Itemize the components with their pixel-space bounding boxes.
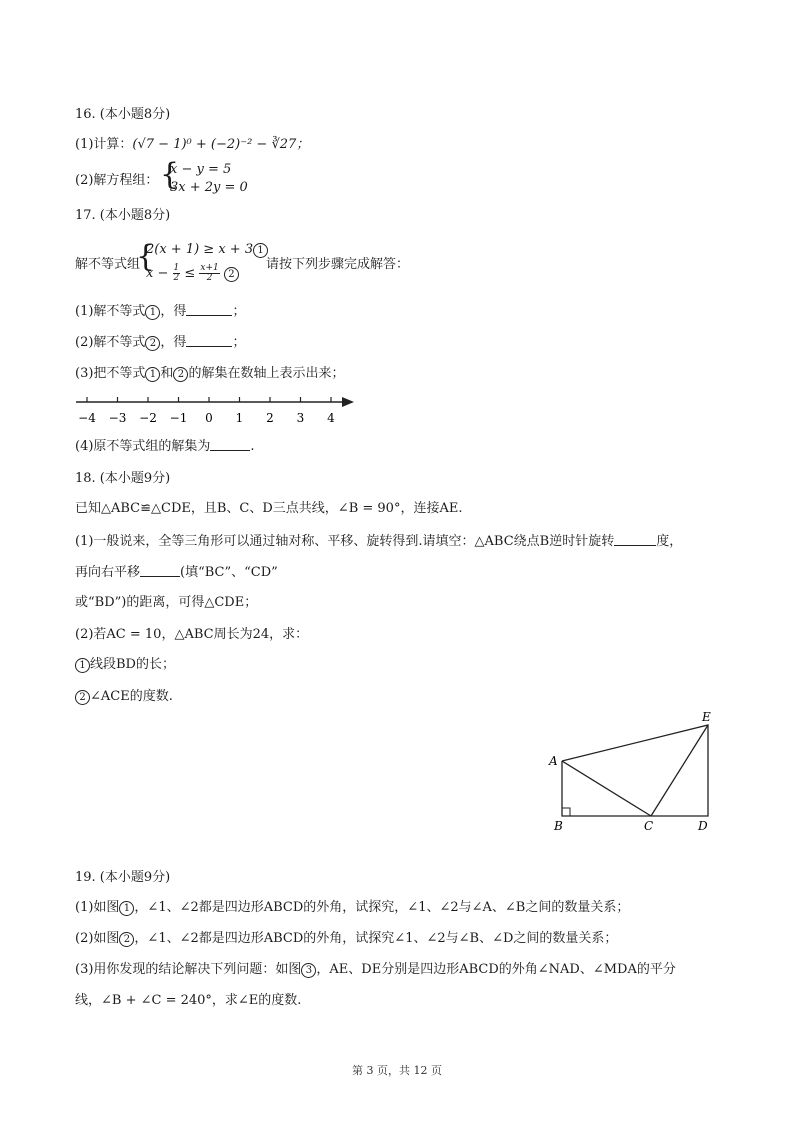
q18-part1-text-d: (填“BC”、“CD” — [180, 565, 278, 580]
q16-part1-label: (1)计算： — [75, 137, 133, 152]
answer-blank[interactable] — [186, 333, 232, 347]
segment-ce — [651, 725, 708, 816]
axis-tick-label: −3 — [108, 411, 127, 425]
q18-part1-text-c: 再向右平移 — [75, 565, 141, 580]
circled-1: 1 — [253, 243, 268, 258]
frac-num: x+1 — [200, 263, 219, 273]
q16-part1 — [75, 136, 309, 154]
axis-tick-label: −1 — [169, 411, 188, 425]
axis-tick-label: 0 — [205, 411, 213, 425]
q17-intro-suffix: 请按下列步骤完成解答： — [266, 257, 410, 272]
right-angle-mark — [562, 808, 570, 816]
axis-tick-label: 4 — [327, 411, 335, 425]
q18-given: 已知△ABC≌△CDE，且B、C、D三点共线，∠B = 90°，连接AE. — [75, 501, 463, 516]
q19-part2-text: (2)如图 — [75, 931, 120, 946]
circled-2: 2 — [173, 367, 188, 382]
q19-part3-text-b: ，AE、DE分别是四边形ABCD的外角∠NAD、∠MDA的平分 — [316, 962, 676, 977]
q17-ineq1 — [146, 242, 268, 258]
step1-text: (1)解不等式 — [75, 304, 146, 319]
label-c: C — [644, 819, 654, 833]
axis-tick-label: −2 — [139, 411, 157, 425]
answer-blank[interactable] — [186, 302, 232, 316]
step2-text: (2)解不等式 — [75, 335, 146, 350]
q16-part1-expr: (√7 − 1)⁰ + (−2)⁻² − ∛27； — [132, 137, 310, 152]
fraction-x-plus-1-over-2 — [199, 264, 219, 283]
step4-text: (4)原不等式组的解集为 — [75, 439, 211, 454]
q19-part2-text-b: ，∠1、∠2都是四边形ABCD的外角，试探究∠1、∠2与∠B、∠D之间的数量关系； — [134, 931, 618, 946]
frac-den: 2 — [206, 273, 213, 283]
q18-part2-2 — [75, 688, 173, 706]
q18-sub2-text: ∠ACE的度数. — [90, 689, 173, 704]
step3-text: (3)把不等式 — [75, 366, 146, 381]
segment-ac — [562, 761, 651, 816]
circled-1: 1 — [145, 305, 160, 320]
label-b: B — [554, 819, 563, 833]
q18-figure — [540, 708, 720, 838]
q18-sub1-text: 线段BD的长； — [90, 657, 175, 672]
step2-text-b: ，得 — [160, 335, 187, 350]
q19-part1-text-b: ，∠1、∠2都是四边形ABCD的外角，试探究，∠1、∠2与∠A、∠B之间的数量关系； — [134, 900, 630, 915]
frac-den: 2 — [173, 273, 180, 283]
q16-eq2: 3x + 2y = 0 — [170, 180, 248, 195]
q18-part1-line3: 或“BD”)的距离，可得△CDE； — [75, 595, 258, 610]
frac-num: 1 — [173, 263, 180, 273]
q17-ineq2 — [146, 264, 239, 283]
page-footer: 第 3 页，共 12 页 — [352, 1064, 442, 1077]
q17-step4 — [75, 437, 255, 456]
answer-blank[interactable] — [140, 563, 180, 577]
q16-header: 16. (本小题8分) — [75, 107, 171, 122]
circled-1: 1 — [75, 658, 90, 673]
step3-and: 和 — [160, 366, 174, 381]
figure-outline — [562, 725, 708, 816]
semicolon: ； — [232, 335, 246, 350]
axis-tick-label: −4 — [78, 411, 96, 425]
number-line — [72, 392, 362, 432]
q16-eq1: x − y = 5 — [170, 162, 232, 177]
q17-step3 — [75, 365, 344, 383]
q17-step1 — [75, 302, 245, 321]
fraction-half — [173, 264, 181, 283]
q19-part3-text: (3)用你发现的结论解决下列问题：如图 — [75, 962, 302, 977]
step3-text-c: 的解集在数轴上表示出来； — [188, 366, 345, 381]
circled-2: 2 — [145, 336, 160, 351]
circled-3: 3 — [301, 963, 316, 978]
q18-header: 18. (本小题9分) — [75, 471, 171, 486]
q17-ineq1-expr: 2(x + 1) ≥ x + 3 — [146, 242, 254, 257]
q19-part3-line1 — [75, 961, 676, 979]
q18-part1-line2 — [75, 563, 278, 582]
q17-ineq2-rel: ≤ — [184, 266, 196, 281]
axis-tick-label: 3 — [296, 411, 305, 425]
q18-part1-line1 — [75, 532, 682, 551]
label-e: E — [702, 710, 711, 724]
q18-part2: (2)若AC = 10，△ABC周长为24，求： — [75, 627, 309, 642]
circled-2: 2 — [119, 932, 134, 947]
circled-2: 2 — [224, 267, 239, 282]
semicolon: ； — [232, 304, 246, 319]
label-a: A — [549, 754, 558, 768]
q17-intro-prefix: 解不等式组 — [75, 257, 141, 272]
q19-header: 19. (本小题9分) — [75, 870, 171, 885]
answer-blank[interactable] — [210, 437, 250, 451]
q18-part2-1 — [75, 656, 175, 674]
q16-part2-label: (2)解方程组： — [75, 173, 159, 188]
q17-header: 17. (本小题8分) — [75, 208, 171, 223]
axis-tick-label: 1 — [235, 411, 244, 425]
q18-part1-text: (1)一般说来，全等三角形可以通过轴对称、平移、旋转得到.请填空：△ABC绕点B逆时针旋转 — [75, 534, 615, 549]
label-d: D — [698, 819, 708, 833]
answer-blank[interactable] — [614, 532, 656, 546]
q16-part2 — [75, 172, 158, 190]
q18-part1-text-b: 度， — [656, 534, 683, 549]
q17-ineq2-left: x − — [146, 266, 169, 281]
system-brace: { — [136, 239, 156, 274]
axis-arrow-icon — [342, 397, 354, 407]
step1-text-b: ，得 — [160, 304, 187, 319]
q19-part2 — [75, 930, 617, 948]
circled-1: 1 — [119, 901, 134, 916]
circled-1: 1 — [145, 367, 160, 382]
q19-part3-line2: 线，∠B + ∠C = 240°，求∠E的度数. — [75, 993, 302, 1008]
period: . — [250, 439, 255, 454]
circled-2: 2 — [75, 690, 90, 705]
axis-tick-label: 2 — [266, 411, 274, 425]
q19-part1 — [75, 899, 629, 917]
q17-step2 — [75, 333, 245, 352]
system-brace: { — [160, 157, 180, 192]
q19-part1-text: (1)如图 — [75, 900, 120, 915]
